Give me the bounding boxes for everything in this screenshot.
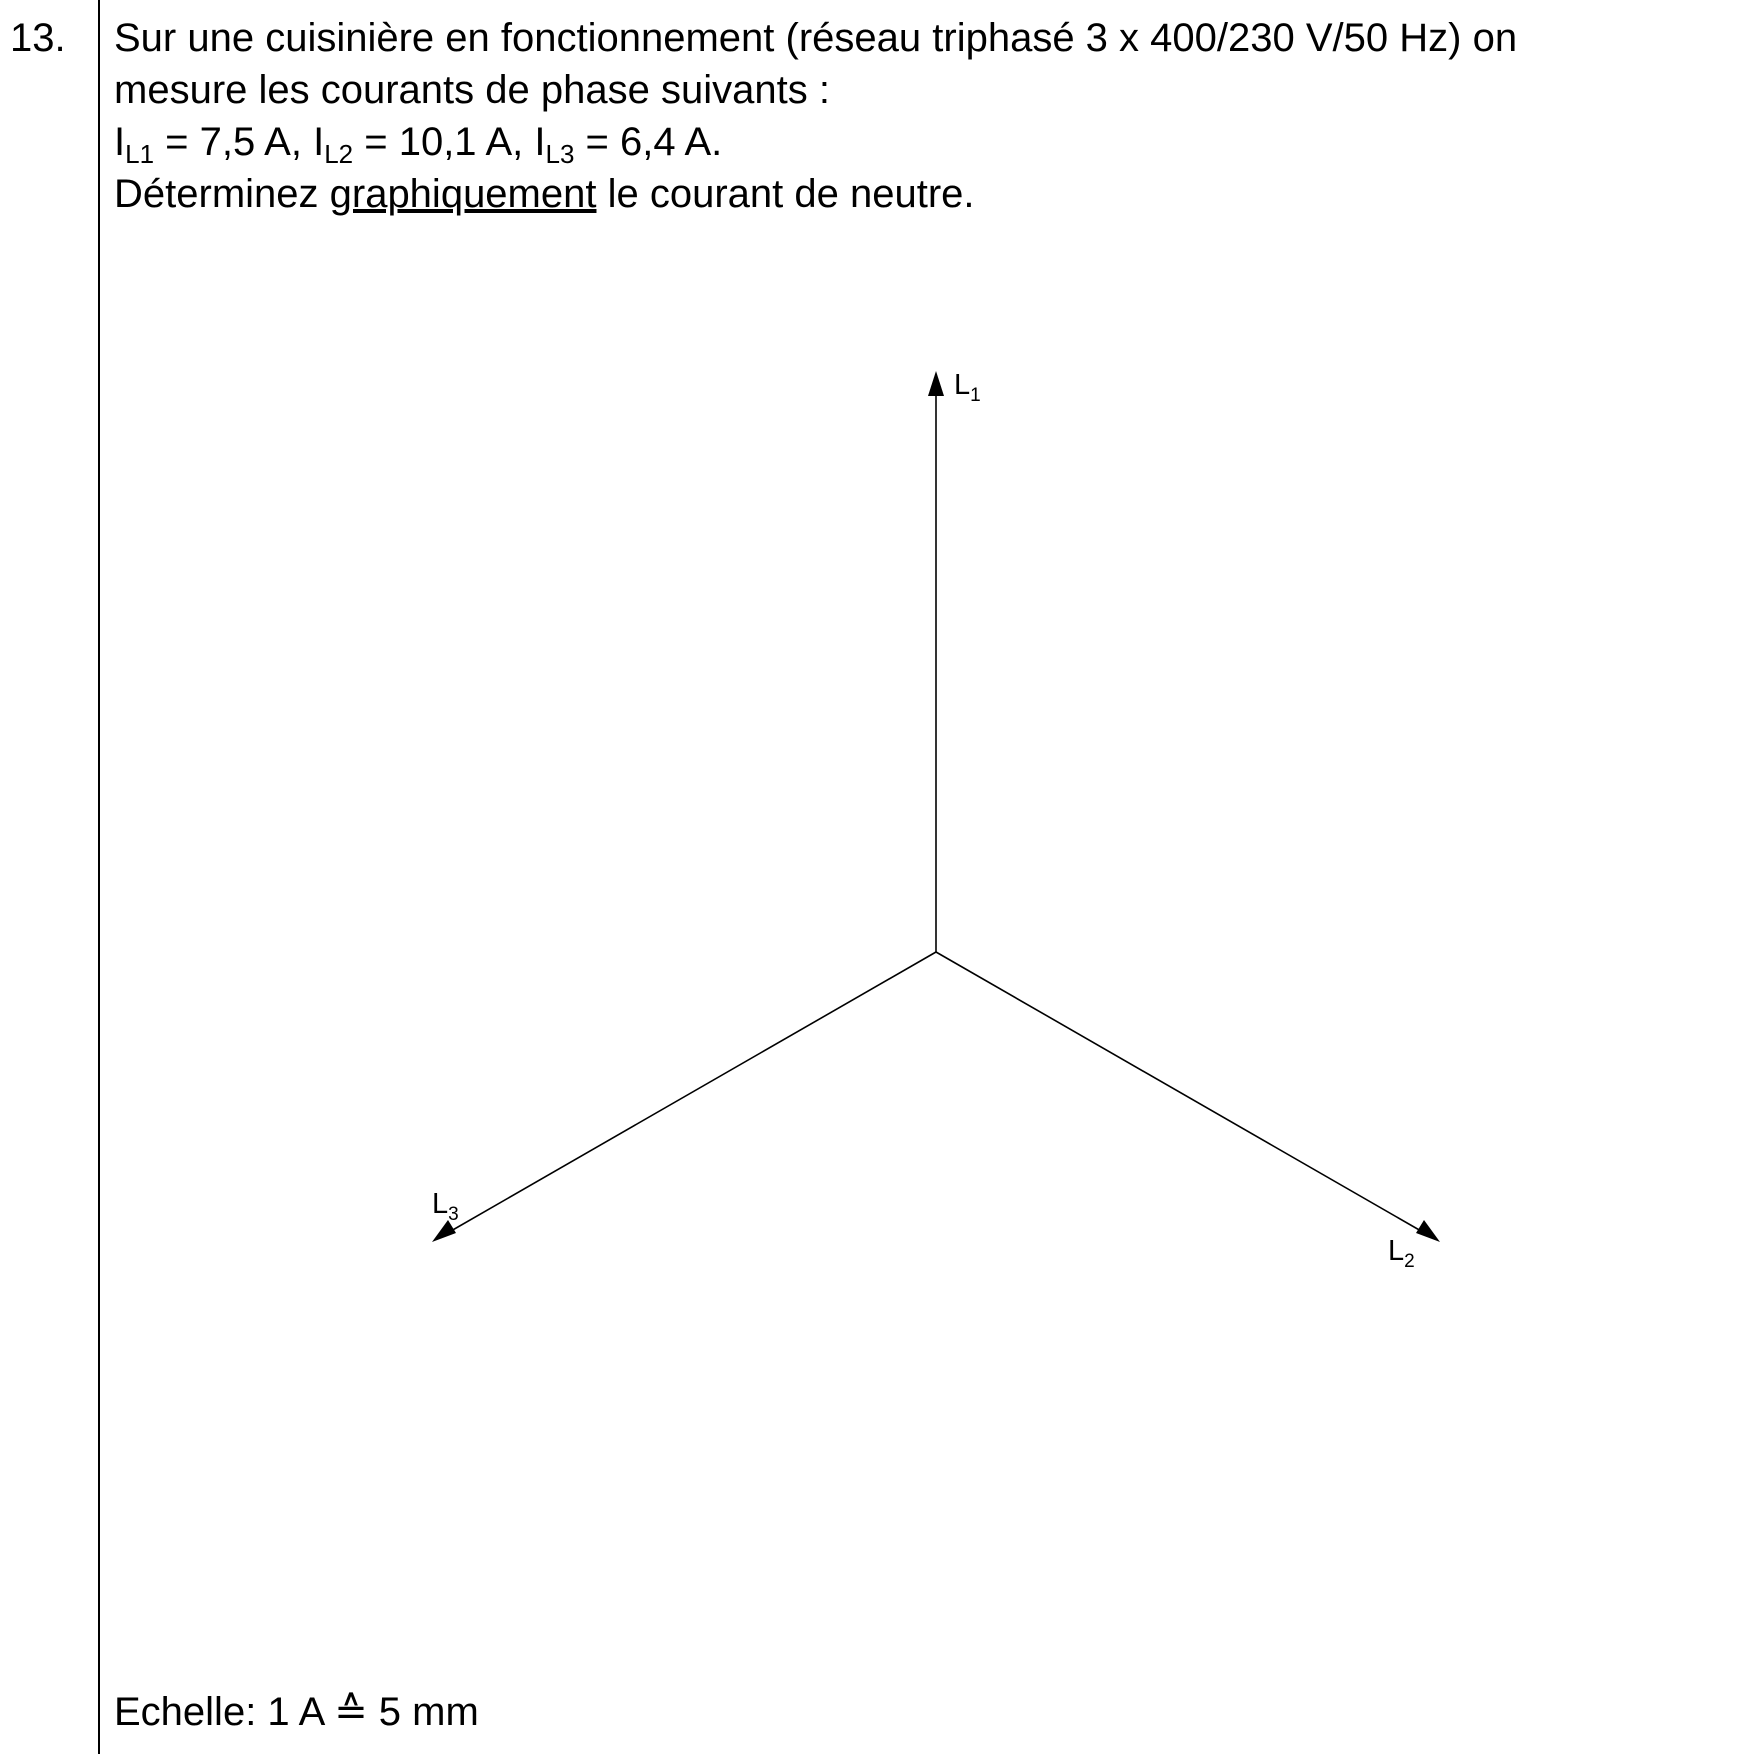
axis-l3-label [432, 1188, 459, 1225]
question-number: 13. [10, 16, 66, 60]
axis-l2-label [1388, 1235, 1415, 1272]
axis-l2-label-sub: 2 [1404, 1251, 1415, 1272]
current-l3-symbol: I [534, 120, 546, 164]
current-l2-value: = 10,1 A, [353, 120, 535, 164]
scale-note: Echelle: 1 A ≙ 5 mm [114, 1690, 479, 1734]
question-line-2: mesure les courants de phase suivants : [114, 68, 830, 112]
axis-l2-arrowhead [1416, 1220, 1440, 1242]
current-l1-subscript: L1 [125, 139, 155, 169]
axis-l2-line [936, 952, 1428, 1235]
task-emphasis: graphiquement [329, 172, 597, 216]
axis-l3-line [444, 952, 936, 1235]
question-line-1: Sur une cuisinière en fonctionnement (réseau triphasé 3 x 400/230 V/50 Hz) on [114, 16, 1518, 60]
axis-l1-label [954, 369, 981, 406]
axis-l2-label-main: L [1388, 1235, 1405, 1267]
current-l2-subscript: L2 [324, 139, 354, 169]
axis-l3-label-sub: 3 [448, 1204, 459, 1225]
current-l3-value: = 6,4 A. [574, 120, 723, 164]
task-after: le courant de neutre. [596, 172, 975, 216]
current-l3-subscript: L3 [545, 139, 575, 169]
axis-l3-label-main: L [432, 1188, 449, 1220]
current-l2-symbol: I [313, 120, 325, 164]
axis-l1-label-sub: 1 [970, 385, 981, 406]
task-before: Déterminez [114, 172, 330, 216]
axis-l1-label-main: L [954, 369, 971, 401]
axis-l1-arrowhead [928, 371, 944, 396]
current-l1-value: = 7,5 A, [154, 120, 314, 164]
current-l1-symbol: I [114, 120, 126, 164]
